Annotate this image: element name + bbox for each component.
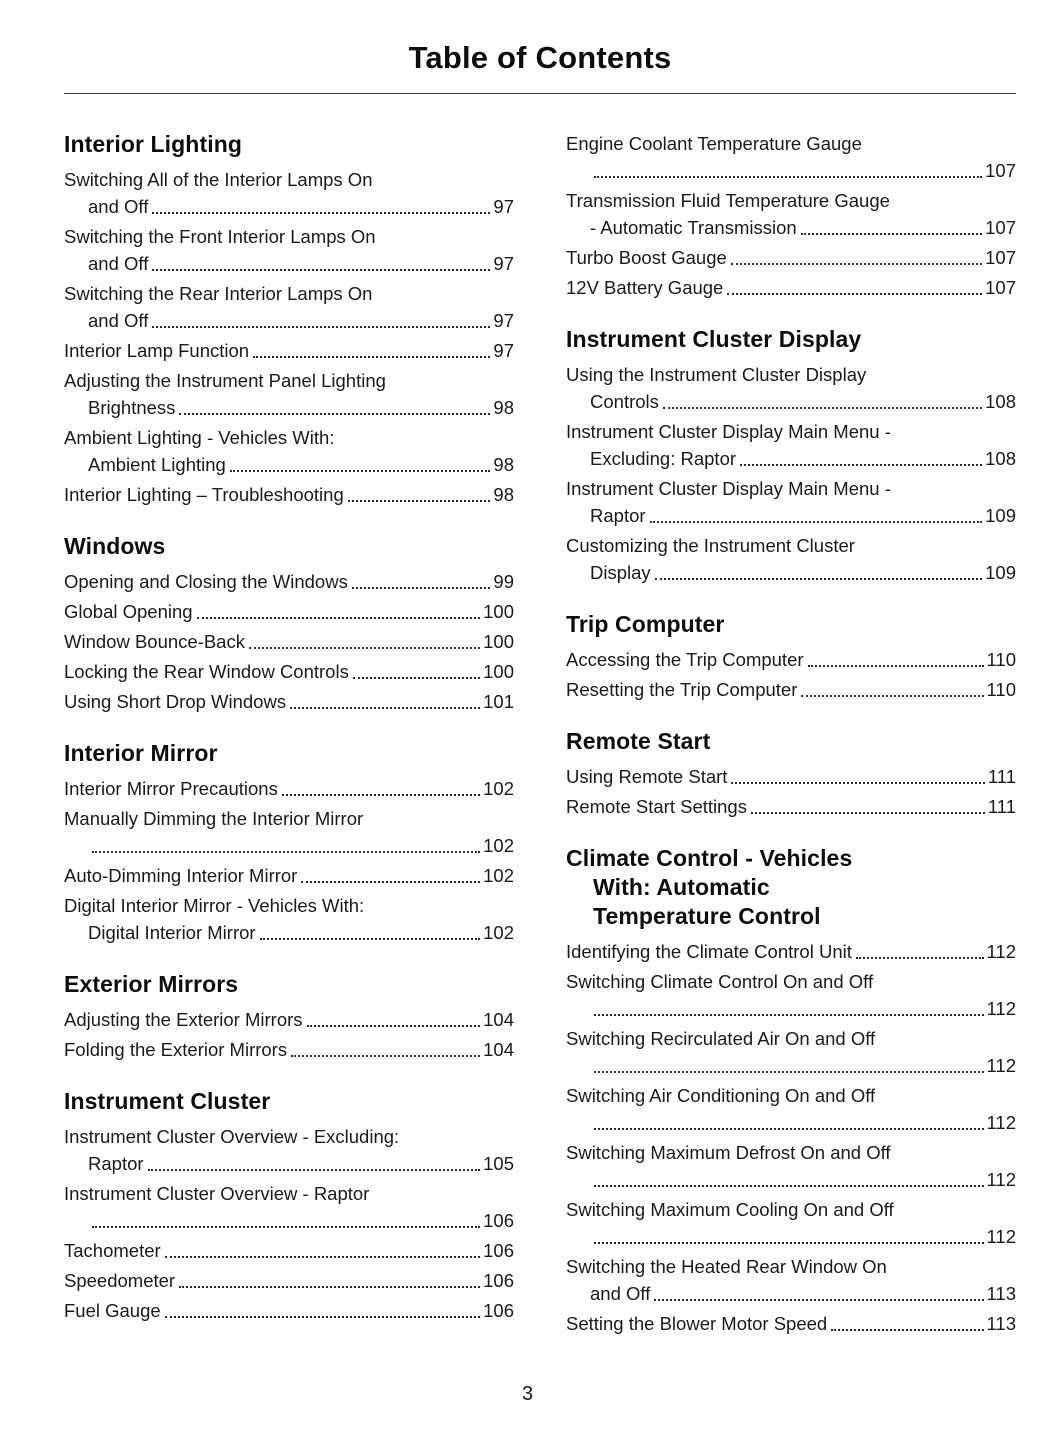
toc-entry — [566, 1025, 1016, 1079]
toc-entry-page-number: 111 — [987, 766, 1016, 787]
toc-entry-text: Interior Lamp Function — [64, 340, 250, 361]
dot-leader — [148, 193, 493, 220]
toc-entry-text: Auto-Dimming Interior Mirror — [64, 865, 298, 886]
dot-leader — [349, 658, 483, 685]
toc-section — [566, 325, 1016, 586]
toc-entry — [566, 130, 1016, 184]
toc-entry-leader-line — [566, 157, 1016, 184]
toc-entry-leader-line — [64, 1207, 514, 1234]
toc-columns — [64, 130, 1016, 1340]
toc-entry-text-line: Switching the Front Interior Lamps On — [64, 226, 376, 247]
toc-entry — [64, 1036, 514, 1063]
dot-leader — [590, 1052, 987, 1079]
toc-entry-page-number: 113 — [986, 1313, 1016, 1334]
toc-entry-text-line: Instrument Cluster Overview - Raptor — [64, 1183, 370, 1204]
dot-leader — [590, 1109, 987, 1136]
dot-leader — [590, 1223, 987, 1250]
section-heading-line: With: Automatic — [593, 874, 770, 900]
toc-entry-leader-line — [64, 1006, 514, 1033]
section-heading-line: Temperature Control — [593, 903, 821, 929]
toc-entry-text-line: Engine Coolant Temperature Gauge — [566, 133, 862, 154]
toc-entry — [64, 1006, 514, 1033]
toc-entry-text-line: Switching the Rear Interior Lamps On — [64, 283, 373, 304]
toc-entry — [64, 658, 514, 685]
toc-entry-text-line: Instrument Cluster Display Main Menu - — [566, 478, 891, 499]
page-title: Table of Contents — [408, 40, 672, 75]
dot-leader — [245, 628, 483, 655]
toc-entry-leader-line — [64, 568, 514, 595]
toc-column-1 — [64, 130, 514, 1340]
toc-entry — [566, 763, 1016, 790]
toc-entry-text: Adjusting the Exterior Mirrors — [64, 1009, 303, 1030]
toc-entry-page-number: 108 — [985, 448, 1016, 469]
dot-leader — [226, 451, 494, 478]
dot-leader — [161, 1237, 483, 1264]
toc-entry-page-number: 97 — [493, 196, 514, 217]
dot-leader — [175, 1267, 483, 1294]
toc-entry — [64, 424, 514, 478]
section-heading — [566, 727, 1016, 756]
toc-entry-text: Ambient Lighting — [88, 454, 226, 475]
toc-entry — [64, 280, 514, 334]
toc-entry-page-number: 106 — [483, 1300, 514, 1321]
toc-entry-page-number: 98 — [493, 397, 514, 418]
toc-entry-text-line: Manually Dimming the Interior Mirror — [64, 808, 364, 829]
toc-entry-leader-line — [566, 1052, 1016, 1079]
toc-entry-leader-line — [566, 502, 1016, 529]
toc-entry-text: and Off — [88, 253, 149, 274]
dot-leader — [286, 688, 483, 715]
toc-entry-text-line: Switching Maximum Defrost On and Off — [566, 1142, 891, 1163]
dot-leader — [659, 388, 985, 415]
dot-leader — [590, 157, 985, 184]
toc-section — [64, 739, 514, 946]
toc-entry — [64, 775, 514, 802]
dot-leader — [727, 244, 985, 271]
toc-entry — [566, 274, 1016, 301]
toc-entry-text: Using Short Drop Windows — [64, 691, 287, 712]
toc-entry-text: 12V Battery Gauge — [566, 277, 724, 298]
dot-leader — [727, 763, 987, 790]
toc-entry-leader-line — [566, 388, 1016, 415]
toc-entry — [64, 598, 514, 625]
toc-entry-leader-line — [64, 919, 514, 946]
dot-leader — [144, 1150, 484, 1177]
dot-leader — [175, 394, 493, 421]
toc-entry-text: Setting the Blower Motor Speed — [566, 1313, 828, 1334]
toc-entry-page-number: 102 — [483, 922, 514, 943]
toc-entry-leader-line — [566, 793, 1016, 820]
toc-entry — [566, 244, 1016, 271]
toc-entry-text: Global Opening — [64, 601, 193, 622]
toc-entry-text: Locking the Rear Window Controls — [64, 661, 349, 682]
dot-leader — [852, 938, 987, 965]
toc-entry-page-number: 98 — [493, 484, 514, 505]
dot-leader — [804, 646, 987, 673]
toc-section — [64, 970, 514, 1063]
toc-entry-leader-line — [64, 1036, 514, 1063]
toc-entry-text-line: Switching Recirculated Air On and Off — [566, 1028, 876, 1049]
dot-leader — [747, 793, 988, 820]
dot-leader — [148, 307, 493, 334]
toc-entry — [566, 1139, 1016, 1193]
toc-section — [64, 1087, 514, 1324]
toc-entry — [566, 532, 1016, 586]
section-heading-line: Trip Computer — [566, 611, 725, 637]
toc-entry — [566, 1253, 1016, 1307]
toc-entry-leader-line — [64, 598, 514, 625]
toc-entry-leader-line — [566, 1280, 1016, 1307]
toc-entry-page-number: 99 — [493, 571, 514, 592]
toc-entry-leader-line — [64, 1267, 514, 1294]
dot-leader — [348, 568, 494, 595]
toc-entry-text-line: Instrument Cluster Display Main Menu - — [566, 421, 891, 442]
toc-section — [566, 130, 1016, 301]
toc-entry-leader-line — [566, 1109, 1016, 1136]
toc-entry-page-number: 110 — [986, 679, 1016, 700]
toc-entry-text-line: Switching the Heated Rear Window On — [566, 1256, 887, 1277]
toc-entry — [64, 223, 514, 277]
toc-entry-leader-line — [566, 763, 1016, 790]
toc-entry-text-line: Instrument Cluster Overview - Excluding: — [64, 1126, 400, 1147]
toc-entry-text: Accessing the Trip Computer — [566, 649, 804, 670]
dot-leader — [278, 775, 483, 802]
dot-leader — [590, 995, 987, 1022]
toc-entry-page-number: 107 — [985, 277, 1016, 298]
toc-entry — [566, 1310, 1016, 1337]
toc-entry-text: Interior Mirror Precautions — [64, 778, 278, 799]
toc-entry-page-number: 112 — [986, 1169, 1016, 1190]
section-heading-line: Instrument Cluster Display — [566, 326, 862, 352]
toc-entry-text: and Off — [88, 310, 149, 331]
toc-entry-text-line: Using the Instrument Cluster Display — [566, 364, 867, 385]
toc-entry-page-number: 112 — [986, 1055, 1016, 1076]
toc-entry — [566, 1082, 1016, 1136]
toc-entry — [64, 337, 514, 364]
toc-entry-page-number: 111 — [987, 796, 1016, 817]
toc-entry-leader-line — [566, 938, 1016, 965]
toc-entry-text: Tachometer — [64, 1240, 161, 1261]
toc-entry — [64, 568, 514, 595]
toc-entry-text-line: Transmission Fluid Temperature Gauge — [566, 190, 890, 211]
toc-entry-text: Fuel Gauge — [64, 1300, 161, 1321]
toc-entry-text: Remote Start Settings — [566, 796, 747, 817]
dot-leader — [736, 445, 985, 472]
dot-leader — [249, 337, 493, 364]
toc-entry-text-line: Switching Maximum Cooling On and Off — [566, 1199, 894, 1220]
toc-entry-page-number: 112 — [986, 941, 1016, 962]
dot-leader — [88, 1207, 483, 1234]
section-heading — [64, 970, 514, 999]
dot-leader — [297, 862, 483, 889]
toc-entry — [64, 805, 514, 859]
toc-entry — [566, 187, 1016, 241]
section-heading — [64, 1087, 514, 1116]
toc-entry — [566, 646, 1016, 673]
toc-entry-leader-line — [64, 1297, 514, 1324]
toc-entry-page-number: 107 — [985, 247, 1016, 268]
toc-entry-text-line: Switching Air Conditioning On and Off — [566, 1085, 876, 1106]
toc-section — [566, 844, 1016, 1337]
toc-entry — [566, 475, 1016, 529]
toc-entry — [64, 166, 514, 220]
toc-entry-page-number: 105 — [483, 1153, 514, 1174]
toc-entry-leader-line — [64, 1150, 514, 1177]
toc-entry — [64, 367, 514, 421]
toc-entry-page-number: 104 — [483, 1039, 514, 1060]
toc-entry-leader-line — [64, 337, 514, 364]
toc-entry-page-number: 104 — [483, 1009, 514, 1030]
dot-leader — [161, 1297, 483, 1324]
toc-entry-page-number: 97 — [493, 310, 514, 331]
toc-entry-page-number: 100 — [483, 631, 514, 652]
toc-entry-page-number: 107 — [985, 160, 1016, 181]
section-heading-line: Climate Control - Vehicles — [566, 845, 853, 871]
section-heading — [64, 532, 514, 561]
section-heading-line: Interior Mirror — [64, 740, 218, 766]
toc-entry-page-number: 110 — [986, 649, 1016, 670]
title-divider — [64, 93, 1016, 94]
toc-entry-text-line: Customizing the Instrument Cluster — [566, 535, 855, 556]
toc-entry-leader-line — [566, 1166, 1016, 1193]
toc-entry-leader-line — [64, 193, 514, 220]
toc-entry-leader-line — [64, 688, 514, 715]
toc-entry-page-number: 107 — [985, 217, 1016, 238]
toc-entry-page-number: 112 — [986, 1112, 1016, 1133]
toc-entry-page-number: 113 — [986, 1283, 1016, 1304]
toc-entry — [64, 862, 514, 889]
toc-entry-text: Display — [590, 562, 651, 583]
section-heading — [64, 130, 514, 159]
section-heading — [566, 610, 1016, 639]
section-heading — [566, 325, 1016, 354]
toc-entry-page-number: 106 — [483, 1210, 514, 1231]
toc-entry-leader-line — [566, 676, 1016, 703]
toc-entry-page-number: 112 — [986, 1226, 1016, 1247]
toc-entry-leader-line — [566, 559, 1016, 586]
dot-leader — [827, 1310, 986, 1337]
toc-entry-leader-line — [566, 1223, 1016, 1250]
dot-leader — [287, 1036, 483, 1063]
toc-entry — [566, 793, 1016, 820]
toc-entry — [64, 688, 514, 715]
toc-entry-text-line: Adjusting the Instrument Panel Lighting — [64, 370, 386, 391]
section-heading — [64, 739, 514, 768]
toc-entry-leader-line — [64, 775, 514, 802]
toc-entry — [566, 676, 1016, 703]
dot-leader — [256, 919, 484, 946]
toc-section — [64, 532, 514, 715]
toc-entry-text-line: Ambient Lighting - Vehicles With: — [64, 427, 335, 448]
toc-entry-leader-line — [566, 646, 1016, 673]
toc-entry-text: Brightness — [88, 397, 176, 418]
toc-entry — [566, 938, 1016, 965]
toc-entry-text: Identifying the Climate Control Unit — [566, 941, 852, 962]
toc-entry — [566, 968, 1016, 1022]
toc-entry-page-number: 106 — [483, 1240, 514, 1261]
toc-entry-text: and Off — [590, 1283, 651, 1304]
dot-leader — [303, 1006, 484, 1033]
toc-entry-page-number: 109 — [985, 505, 1016, 526]
toc-entry-leader-line — [566, 1310, 1016, 1337]
toc-entry-text: - Automatic Transmission — [590, 217, 797, 238]
toc-entry-text: Using Remote Start — [566, 766, 728, 787]
dot-leader — [88, 832, 483, 859]
toc-entry-page-number: 109 — [985, 562, 1016, 583]
toc-entry-text-line: Digital Interior Mirror - Vehicles With: — [64, 895, 365, 916]
toc-entry-leader-line — [566, 244, 1016, 271]
section-heading-line: Remote Start — [566, 728, 711, 754]
toc-entry-page-number: 101 — [483, 691, 514, 712]
dot-leader — [651, 559, 985, 586]
toc-entry-page-number: 112 — [986, 998, 1016, 1019]
toc-section — [64, 130, 514, 508]
toc-entry-text-line: Switching Climate Control On and Off — [566, 971, 874, 992]
toc-entry-leader-line — [64, 1237, 514, 1264]
toc-entry-text: Raptor — [590, 505, 646, 526]
toc-entry-page-number: 98 — [493, 454, 514, 475]
toc-entry-leader-line — [64, 481, 514, 508]
toc-entry-text: Speedometer — [64, 1270, 176, 1291]
toc-entry-leader-line — [64, 250, 514, 277]
toc-entry-leader-line — [64, 394, 514, 421]
toc-entry-page-number: 97 — [493, 340, 514, 361]
toc-entry-text: Resetting the Trip Computer — [566, 679, 798, 700]
toc-entry — [566, 361, 1016, 415]
toc-entry-leader-line — [566, 274, 1016, 301]
toc-entry-page-number: 100 — [483, 661, 514, 682]
toc-entry — [64, 1237, 514, 1264]
dot-leader — [797, 676, 986, 703]
toc-section — [566, 727, 1016, 820]
toc-entry — [64, 481, 514, 508]
toc-entry — [64, 1267, 514, 1294]
toc-entry-leader-line — [64, 628, 514, 655]
toc-entry-page-number: 102 — [483, 778, 514, 799]
toc-entry-text: Opening and Closing the Windows — [64, 571, 348, 592]
dot-leader — [723, 274, 985, 301]
toc-entry-leader-line — [566, 995, 1016, 1022]
dot-leader — [797, 214, 985, 241]
toc-entry-page-number: 106 — [483, 1270, 514, 1291]
section-heading-line: Interior Lighting — [64, 131, 243, 157]
section-heading — [566, 844, 1016, 931]
toc-entry — [64, 1123, 514, 1177]
toc-entry-page-number: 97 — [493, 253, 514, 274]
section-heading-line: Windows — [64, 533, 166, 559]
toc-entry — [64, 628, 514, 655]
dot-leader — [344, 481, 494, 508]
toc-entry-page-number: 100 — [483, 601, 514, 622]
toc-entry-text: and Off — [88, 196, 149, 217]
toc-entry — [566, 418, 1016, 472]
toc-entry-text-line: Switching All of the Interior Lamps On — [64, 169, 373, 190]
toc-entry-leader-line — [64, 832, 514, 859]
toc-entry-page-number: 102 — [483, 865, 514, 886]
dot-leader — [148, 250, 493, 277]
toc-entry — [64, 1180, 514, 1234]
toc-entry — [566, 1196, 1016, 1250]
footer-page-number: 3 — [521, 1383, 534, 1405]
toc-entry-page-number: 102 — [483, 835, 514, 856]
toc-entry-text: Folding the Exterior Mirrors — [64, 1039, 288, 1060]
toc-entry-text: Interior Lighting – Troubleshooting — [64, 484, 344, 505]
toc-entry-text: Turbo Boost Gauge — [566, 247, 727, 268]
toc-entry-text: Controls — [590, 391, 659, 412]
toc-section — [566, 610, 1016, 703]
toc-entry-leader-line — [64, 862, 514, 889]
toc-entry-text: Digital Interior Mirror — [88, 922, 256, 943]
dot-leader — [590, 1166, 987, 1193]
toc-entry-text: Excluding: Raptor — [590, 448, 737, 469]
toc-entry-page-number: 108 — [985, 391, 1016, 412]
section-heading-line: Instrument Cluster — [64, 1088, 271, 1114]
toc-entry — [64, 1297, 514, 1324]
toc-entry-leader-line — [64, 307, 514, 334]
toc-column-2 — [566, 130, 1016, 1340]
toc-entry-text: Window Bounce-Back — [64, 631, 245, 652]
toc-entry — [64, 892, 514, 946]
dot-leader — [646, 502, 986, 529]
toc-entry-leader-line — [64, 451, 514, 478]
section-heading-line: Exterior Mirrors — [64, 971, 239, 997]
toc-entry-leader-line — [566, 445, 1016, 472]
toc-entry-text: Raptor — [88, 1153, 144, 1174]
dot-leader — [193, 598, 484, 625]
toc-entry-leader-line — [64, 658, 514, 685]
dot-leader — [650, 1280, 986, 1307]
toc-entry-leader-line — [566, 214, 1016, 241]
